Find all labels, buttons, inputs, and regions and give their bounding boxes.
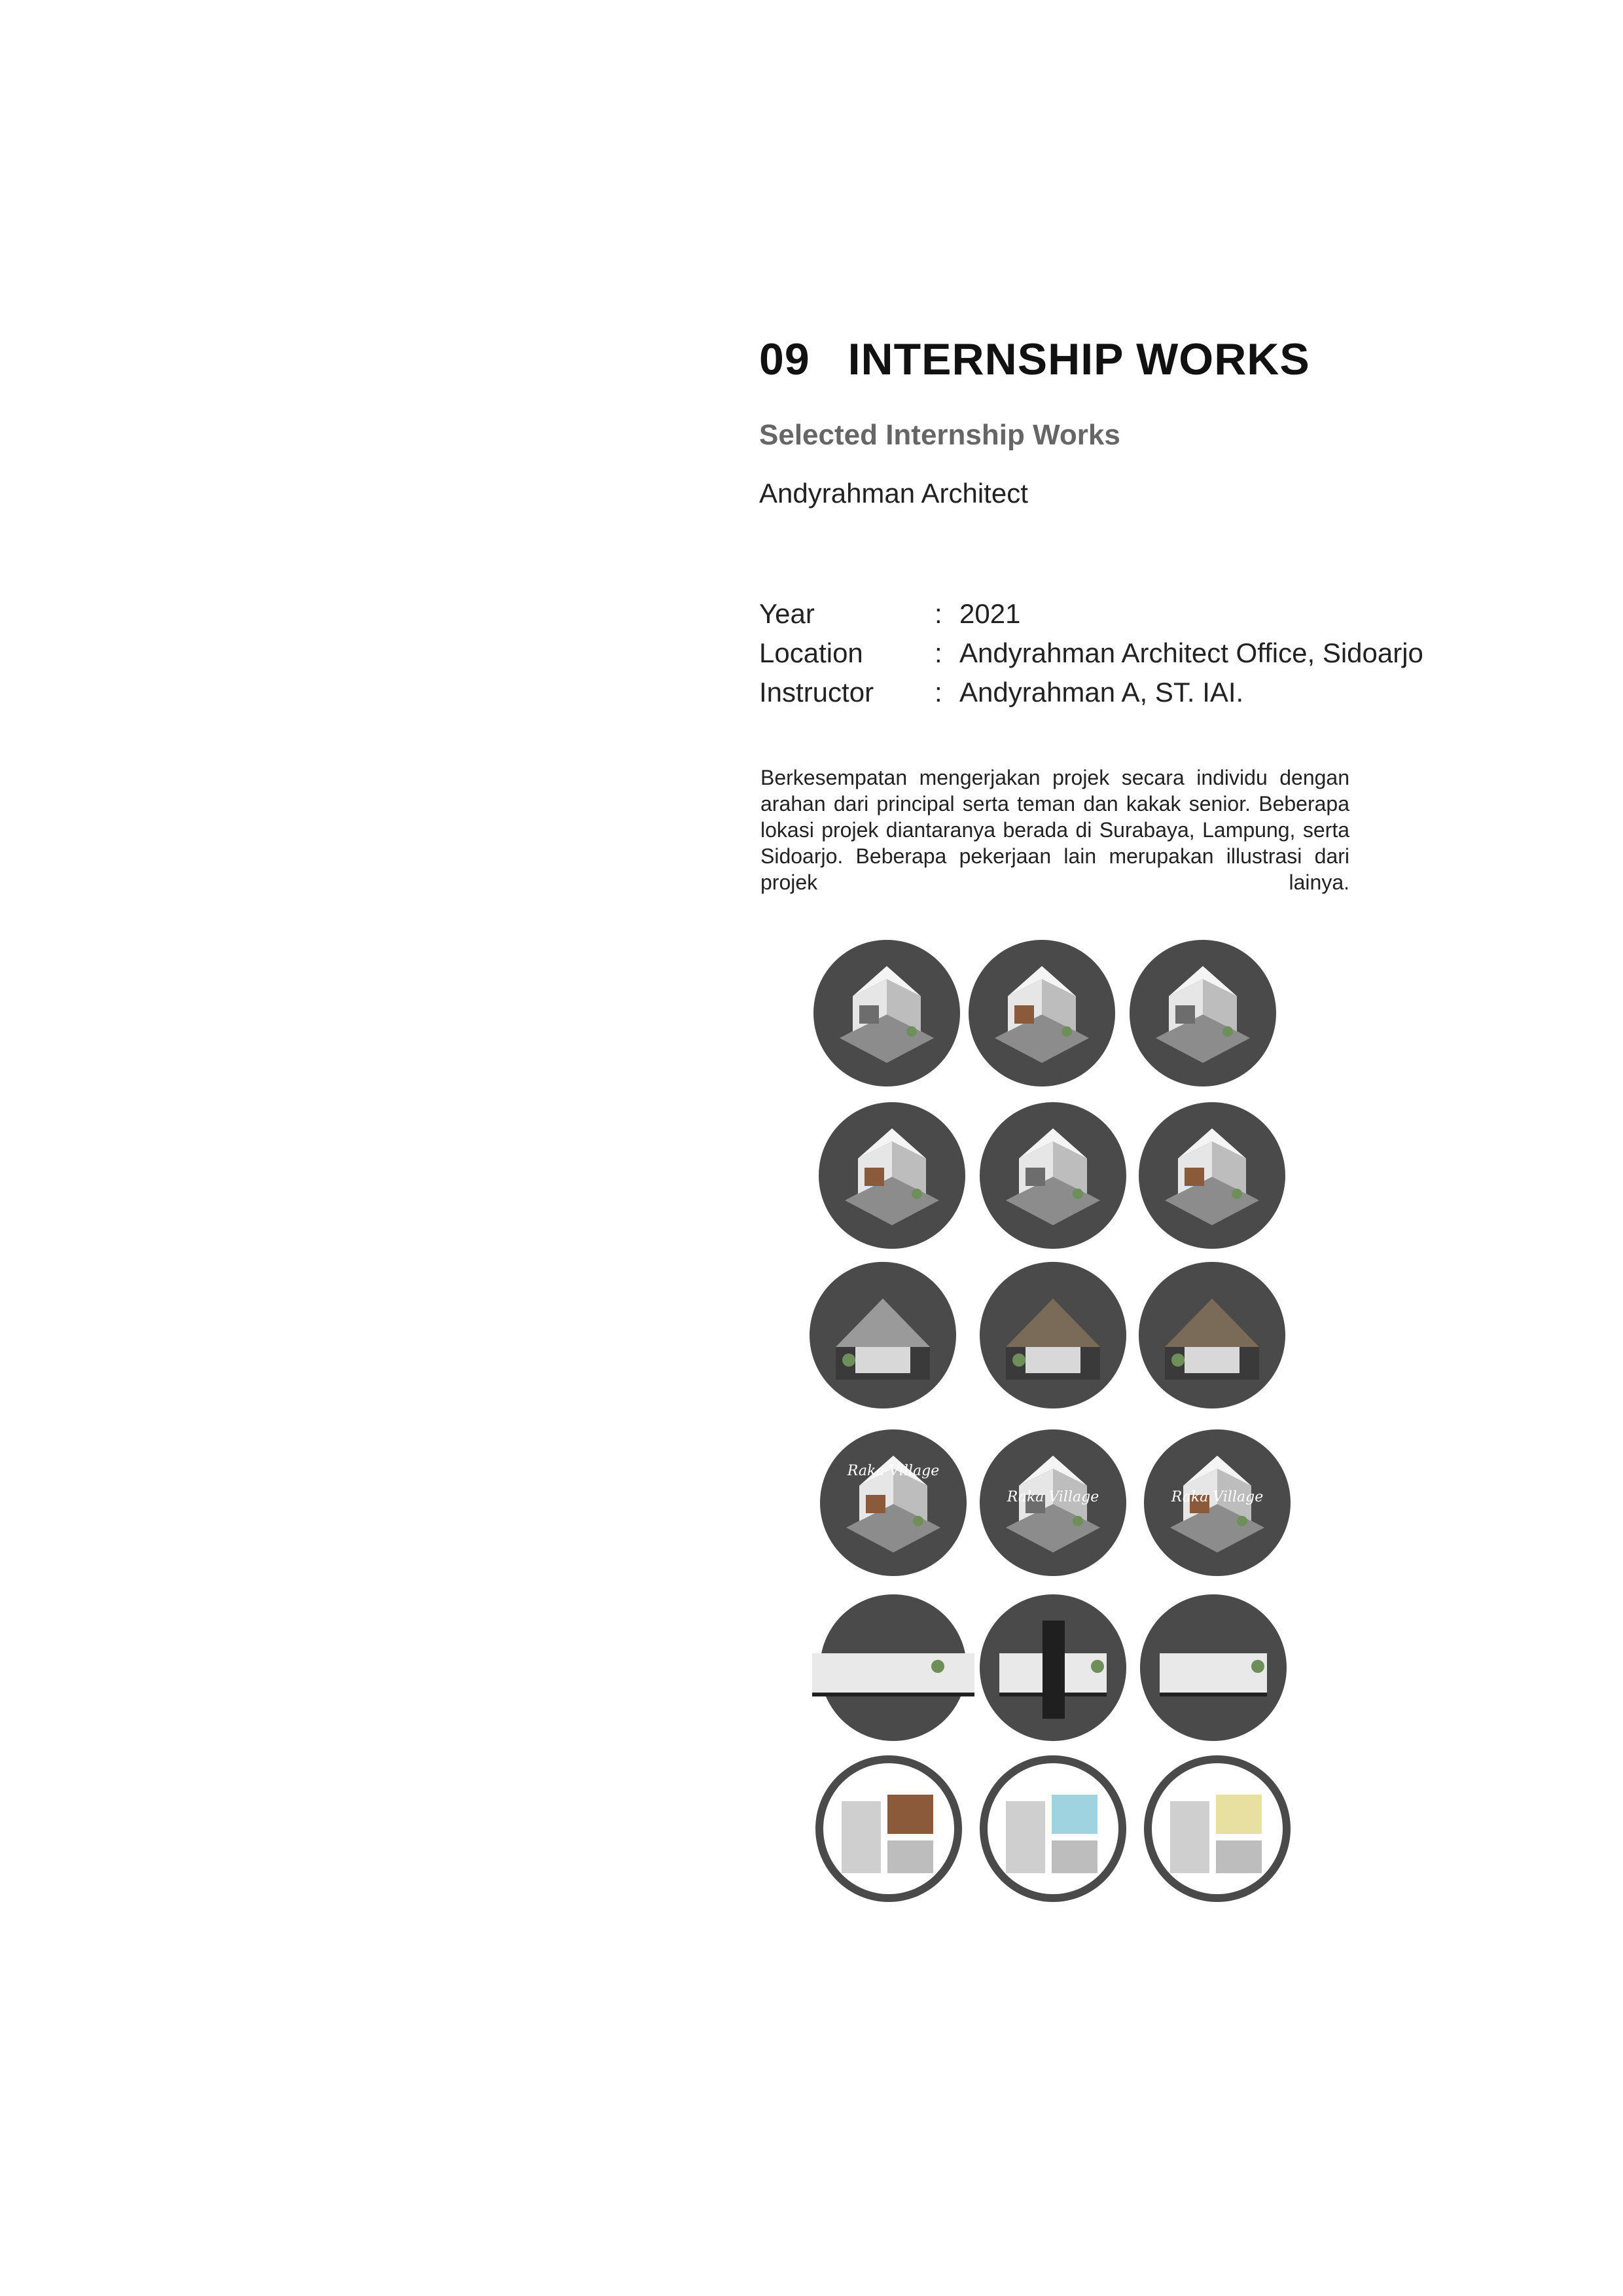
section-subtitle: Selected Internship Works — [759, 419, 1120, 451]
building-render-icon — [810, 1262, 956, 1408]
section-heading — [759, 334, 1310, 385]
project-thumbnail — [980, 1102, 1126, 1249]
project-thumbnail — [819, 1102, 965, 1249]
info-value: Andyrahman Architect Office, Sidoarjo — [959, 637, 1423, 668]
project-thumbnail — [1139, 1102, 1285, 1249]
project-thumbnail — [980, 1755, 1126, 1902]
project-thumbnail — [813, 940, 960, 1086]
project-description: Berkesempatan mengerjakan projek secara individu dengan arahan dari principal serta teman dan kakak senior. Beberapa lokasi projek diantaranya berada di Surabaya, Lampung, serta Sidoarjo. Beberapa pekerjaan lain merupakan illustrasi dari projek lainya. — [760, 766, 1349, 894]
building-render-icon — [1130, 940, 1276, 1086]
building-render-icon — [980, 1429, 1126, 1576]
building-render-icon — [815, 1755, 962, 1902]
info-key: Instructor — [759, 677, 874, 708]
building-render-icon — [1139, 1102, 1285, 1249]
project-thumbnail — [1144, 1755, 1291, 1902]
project-thumbnail — [1139, 1262, 1285, 1408]
info-separator: : — [935, 598, 942, 629]
project-thumbnail — [820, 1429, 967, 1576]
building-render-icon — [820, 1594, 967, 1741]
project-thumbnail — [969, 940, 1115, 1086]
building-render-icon — [980, 1594, 1126, 1741]
project-thumbnail — [820, 1594, 967, 1741]
section-title: INTERNSHIP WORKS — [847, 334, 1310, 384]
project-thumbnail — [980, 1429, 1126, 1576]
building-render-icon — [1144, 1429, 1291, 1576]
firm-name: Andyrahman Architect — [759, 478, 1028, 509]
info-key: Location — [759, 637, 863, 668]
building-render-icon — [980, 1755, 1126, 1902]
building-render-icon — [820, 1429, 967, 1576]
building-render-icon — [980, 1102, 1126, 1249]
project-thumbnail — [1130, 940, 1276, 1086]
thumbnail-grid — [772, 929, 1296, 1924]
building-render-icon — [819, 1102, 965, 1249]
building-render-icon — [1139, 1262, 1285, 1408]
project-thumbnail — [815, 1755, 962, 1902]
building-render-icon — [1140, 1594, 1287, 1741]
info-separator: : — [935, 677, 942, 708]
project-thumbnail — [1144, 1429, 1291, 1576]
signage-text: Raka Village — [1007, 1489, 1099, 1505]
building-render-icon — [980, 1262, 1126, 1408]
project-thumbnail — [810, 1262, 956, 1408]
building-render-icon — [1144, 1755, 1291, 1902]
project-thumbnail — [1140, 1594, 1287, 1741]
info-value: 2021 — [959, 598, 1021, 629]
info-separator: : — [935, 637, 942, 668]
info-key: Year — [759, 598, 815, 629]
section-number: 09 — [759, 334, 810, 384]
signage-text: Raka Village — [847, 1463, 940, 1479]
project-thumbnail — [980, 1262, 1126, 1408]
building-render-icon — [813, 940, 960, 1086]
building-render-icon — [969, 940, 1115, 1086]
project-thumbnail — [980, 1594, 1126, 1741]
signage-text: Raka Village — [1171, 1489, 1264, 1505]
info-value: Andyrahman A, ST. IAI. — [959, 677, 1244, 708]
